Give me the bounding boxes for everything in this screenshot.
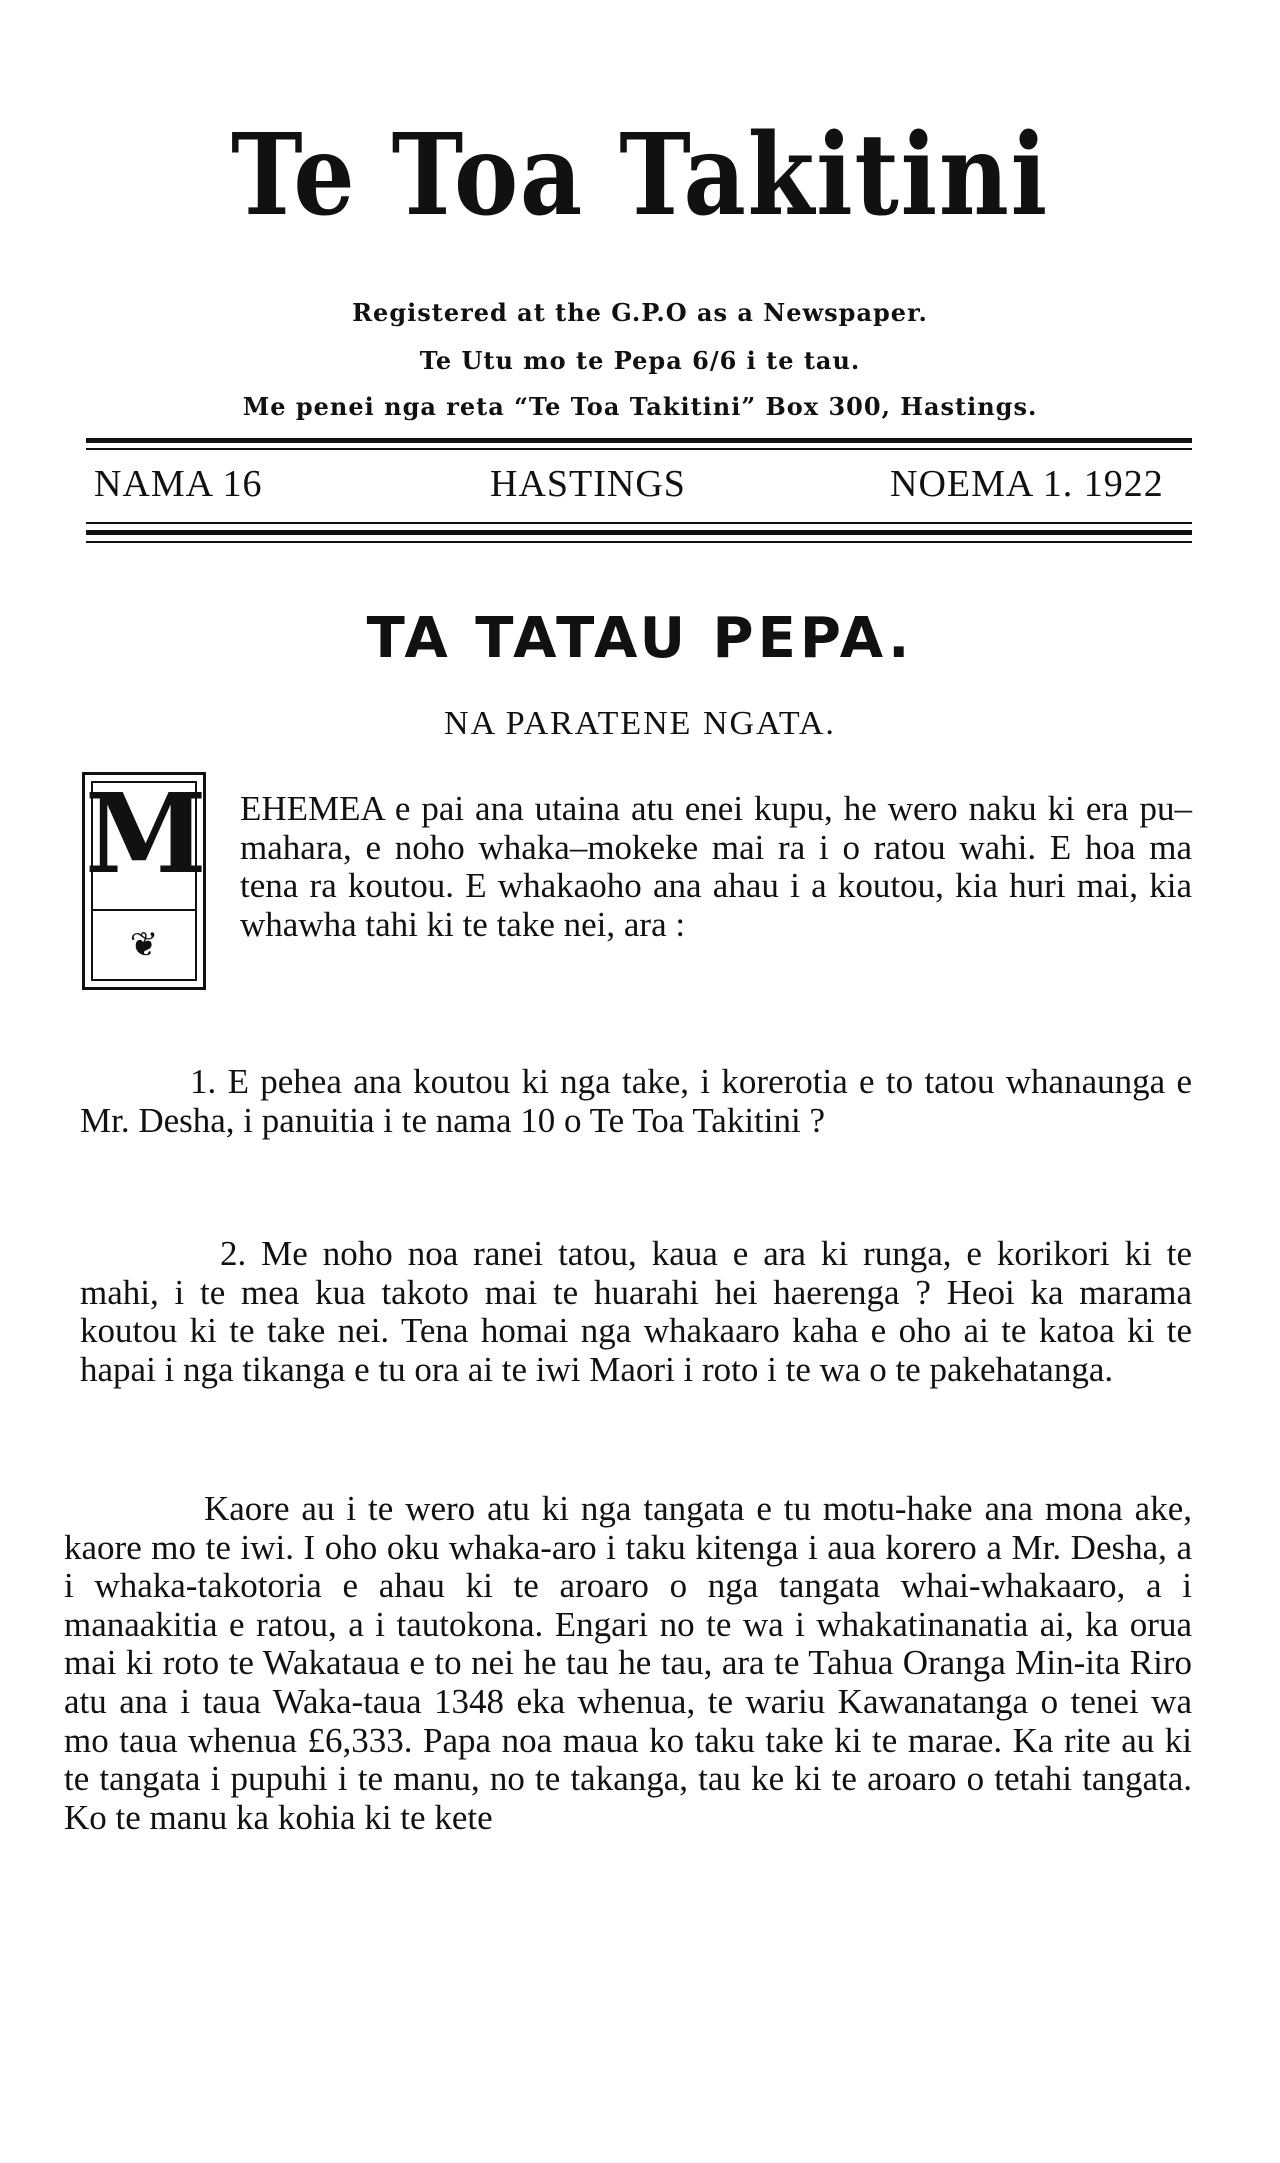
price-line: Te Utu mo te Pepa 6/6 i te tau. <box>419 346 861 375</box>
masthead-title: Te Toa Takitini <box>231 110 1049 241</box>
dropcap-divider <box>91 909 197 911</box>
rule-divider <box>86 448 1192 450</box>
article-headline: TA TATAU PEPA. <box>366 606 914 671</box>
address-line: Me penei nga reta “Te Toa Takitini” Box 300, Hastings. <box>242 392 1038 421</box>
issue-number: NAMA 16 <box>94 463 263 505</box>
rule-divider <box>86 522 1192 524</box>
fleuron-ornament-icon: ❦ <box>129 925 159 965</box>
dropcap-box <box>82 769 207 990</box>
rule-divider <box>86 438 1192 443</box>
paragraph-text: Kaore au i te wero atu ki nga tangata e tu motu-hake ana mona ake, kaore mo te iwi. I oho oku whaka-aro i taku kitenga i aua korero a Mr. Desha, a i whaka-takotoria e ahau ki te aroaro o nga tangata whai-whakaaro, a i manaakitia e ratou, a i tautokona. Engari no te wa i whakatinanatia ai, ka orua mai ki roto te Wakataua e to nei he tau he tau, ara te Tahua Oranga Min-ita Riro atu ana i taua Waka-taua 1348 eka whenua, te wariu Kawanatanga o tenei wa mo taua whenua £6,333. Papa noa maua ko taku take ki te marae. Ka rite au ki te tangata i pupuhi i te manu, no te takanga, tau ke ki te aroaro o tetahi tangata. Ko te manu ka kohia ki te kete <box>64 1489 1192 1837</box>
rule-divider <box>86 530 1192 535</box>
paragraph-body <box>64 1490 1192 1837</box>
paragraph-text: 1. E pehea ana koutou ki nga take, i korerotia e to tatou whanaunga e Mr. Desha, i panuitia i te nama 10 o Te Toa Takitini ? <box>80 1062 1192 1140</box>
issue-date: NOEMA 1. 1922 <box>890 463 1164 505</box>
paragraph-text: 2. Me noho noa ranei tatou, kaua e ara ki runga, e korikori ki te mahi, i te mea kua takoto mai te huarahi hei haerenga ? Heoi ka marama koutou ki te take nei. Tena homai nga whakaaro kaha e oho ai te katoa ki te hapai i nga tikanga e tu ora ai te iwi Maori i roto i te wa o te pakehatanga. <box>80 1234 1192 1389</box>
paragraph-text: EHEMEA e pai ana utaina atu enei kupu, he wero naku ki era pu–mahara, e noho whaka–mokeke mai ra i o ratou wahi. E hoa ma tena ra koutou. E whakaoho ana ahau i a koutou, kia huri mai, kia whawha tahi ki te take nei, ara : <box>240 789 1192 944</box>
rule-divider <box>86 541 1192 543</box>
article-byline: NA PARATENE NGATA. <box>444 705 836 742</box>
paragraph-question-1 <box>80 1063 1192 1140</box>
paragraph-question-2 <box>80 1235 1192 1389</box>
dropcap-letter: M <box>85 769 207 898</box>
paragraph-intro <box>240 790 1192 944</box>
registration-line: Registered at the G.P.O as a Newspaper. <box>352 298 928 327</box>
dateline-place: HASTINGS <box>490 463 686 505</box>
